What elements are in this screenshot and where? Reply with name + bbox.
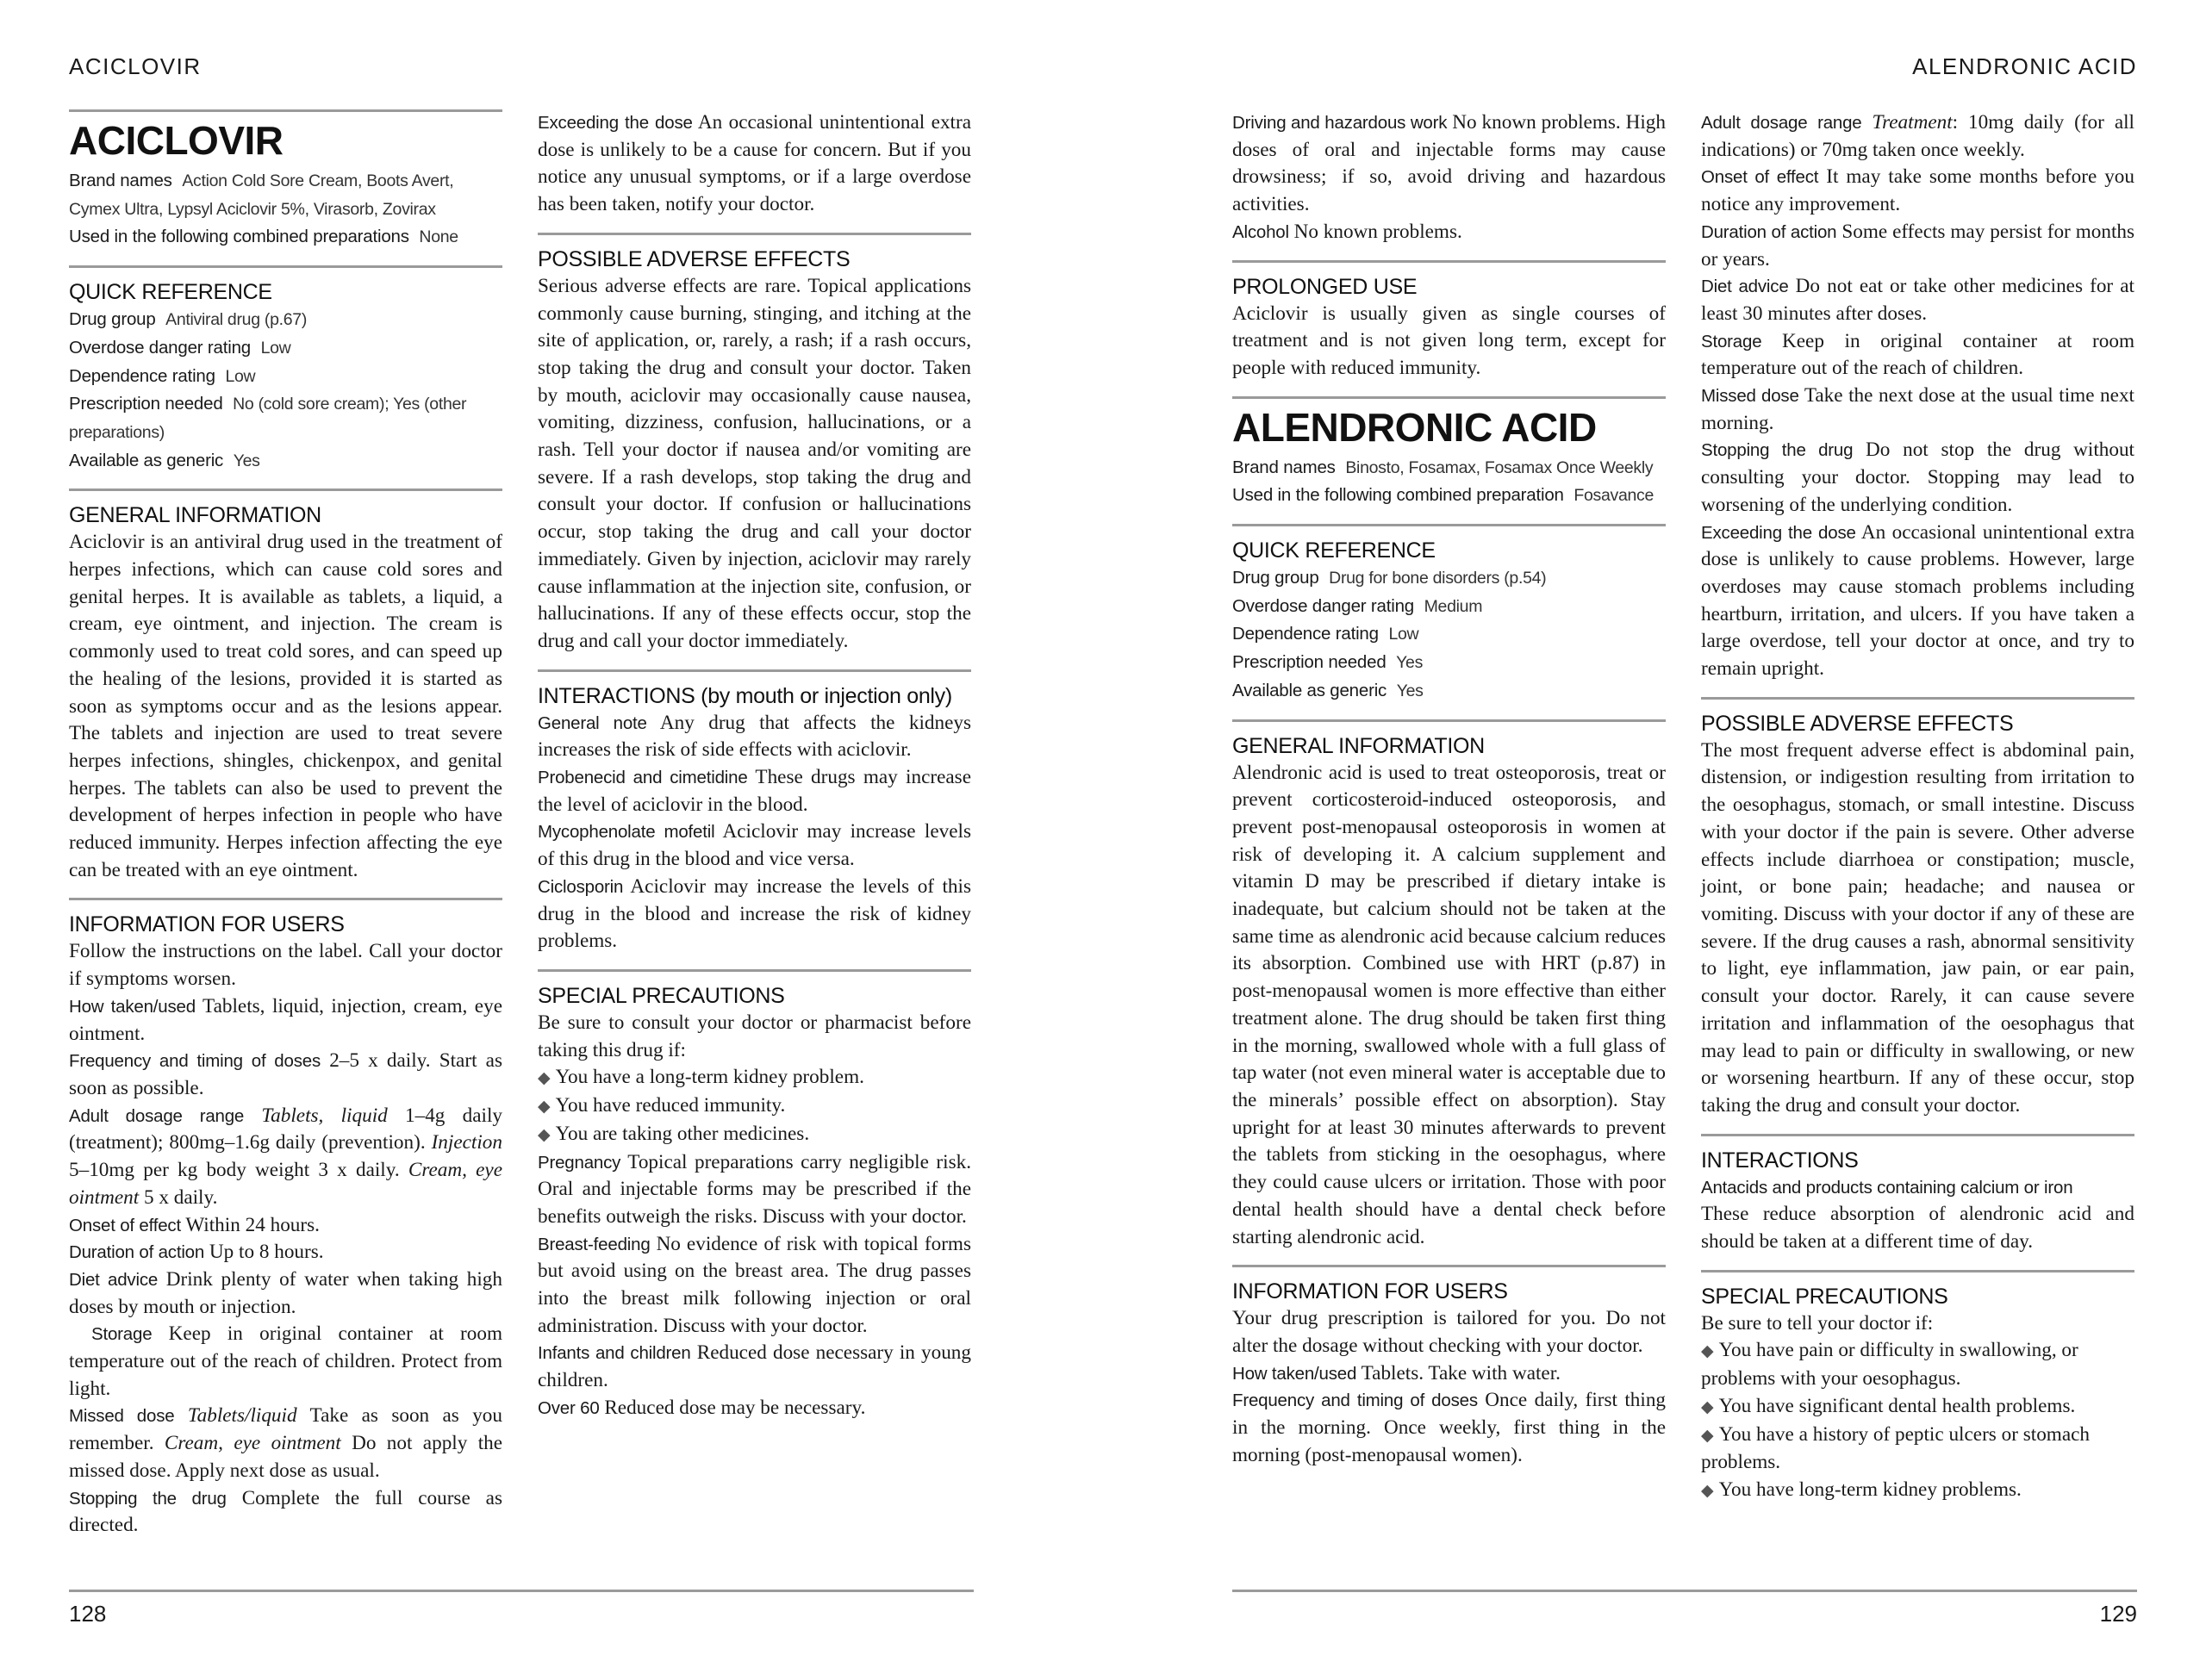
brand-block: Brand names Binosto, Fosamax, Fosamax Once Weekly Used in the following combined preparation Fosavance — [1232, 457, 1654, 506]
right-page — [1103, 0, 2206, 1680]
quick-reference: QUICK REFERENCE Drug group Antiviral drug (p.67) Overdose danger rating Low Dependence rating Low Prescription needed No (cold sore cream); Yes (other preparations) Available as generic Yes — [69, 265, 502, 475]
brand-block: Brand names Action Cold Sore Cream, Boots Avert, Cymex Ultra, Lypsyl Aciclovir 5%, Virasorb, Zovirax Used in the following combined preparations None — [69, 171, 458, 247]
running-head: ACICLOVIR — [69, 53, 202, 79]
alendronic-entry — [1232, 396, 1666, 510]
column-2: Adult dosage range Treatment: 10mg daily (for all indications) or 70mg taken once weekly. Onset of effect It may take some months before you notice any improvement. Duration of action Some effects may persist for months or years. Diet advice Do not eat or take other medicines for at least 30 minutes after doses. Storage Keep in original container at room temperature out of the reach of children. Missed dose Take the next dose at the usual time next morning. Stopping the drug Do not stop the drug without consulting your doctor. Stopping may lead to worsening of the underlying condition. Exceeding the dose An occasional unintentional extra dose is unlikely to cause problems. However, large overdoses may cause stomach problems including heartburn, irritation, and ulcers. If you have taken a large overdose, tell your doctor at once, and try to remain upright. POSSIBLE ADVERSE EFFECTS The most frequent adverse effect is abdominal pain, distension, or indigestion resulting from irritation to the oesophagus, stomach, or small intestine. Discuss with your doctor if the pain is severe. Other adverse effects include diarrhoea or constipation; muscle, joint, or bone pain; headache; and nausea or vomiting. Discuss with your doctor if any of these are severe. If the drug causes a rash, abnormal sensitivity to light, eye inflammation, jaw pain, or ear pain, consult your doctor. Rarely, it can cause severe irritation and inflammation of the oesophagus that may lead to pain or difficulty in swallowing, or new or worsening heartburn. If any of these occur, stop taking the drug and consult your doctor. INTERACTIONS Antacids and products containing calcium or iron These reduce absorption of alendronic acid and should be taken at a different time of day. SPECIAL PRECAUTIONS Be sure to tell your doctor if: ◆ You have pain or difficulty in swallowing, or problems with your oesophagus. ◆ You have significant dental health problems. ◆ You have a history of peptic ulcers or stomach problems. ◆ You have long-term kidney problems. — [1701, 109, 2134, 1505]
general-information: GENERAL INFORMATION Alendronic acid is used to treat osteoporosis, treat or prevent corticosteroid-induced osteoporosis, and prevent post-menopausal osteoporosis in women at risk of developing it. A calcium supplement and vitamin D may be prescribed if dietary intake is inadequate, but calcium should not be taken at the same time as alendronic acid because calcium reduces its absorption. Combined use with HRT (p.87) in post-menopausal women is more effective than either treatment alone. The drug should be taken first thing in the morning, swallowed whole with a full glass of tap water (not even mineral water is acceptable due to the minerals’ possible effect on absorption). Stay upright for at least 30 minutes afterwards to prevent the tablets from sticking in the oesophagus, where they could cause ulcers or irritation. Those with poor dental health should have a dental check before starting alendronic acid. — [1232, 719, 1666, 1252]
column-1: Driving and hazardous work No known problems. High doses of oral and injectable forms may cause drowsiness; if so, avoid driving and hazardous activities. Alcohol No known problems. PROLONGED USE Aciclovir is usually given as single courses of treatment and is not given long term, except for people with reduced immunity. ALENDRONIC ACID Brand names Binosto, Fosamax, Fosamax Once Weekly Used in the following combined preparation Fosavance QUICK REFERENCE Drug group Drug for bone disorders (p.54) Overdose danger rating Medium Dependence rating Low Prescription needed Yes Available as generic Yes GENERAL INFORMATION Alendronic acid is used to treat osteoporosis, treat or prevent corticosteroid-induced osteoporosis, and prevent post-menopausal osteoporosis in women at risk of developing it. A calcium supplement and vitamin D may be prescribed if dietary intake is inadequate, but calcium should not be taken at the same time as alendronic acid because calcium reduces its absorption. Combined use with HRT (p.87) in post-menopausal women is more effective than either treatment alone. The drug should be taken first thing in the morning, swallowed whole with a full glass of tap water (not even mineral water is acceptable due to the minerals’ possible effect on absorption). Stay upright for at least 30 minutes afterwards to prevent the tablets from sticking in the oesophagus, where they could cause ulcers or irritation. Those with poor dental health should have a dental check before starting alendronic acid. INFORMATION FOR USERS Your drug prescription is tailored for you. Do not alter the dosage without checking with your doctor. How taken/used Tablets. Take with water. Frequency and timing of doses Once daily, first thing in the morning. Once weekly, first thing in the morning (post-menopausal women). — [1232, 109, 1666, 1469]
section-title: QUICK REFERENCE — [69, 280, 272, 305]
section-title: POSSIBLE ADVERSE EFFECTS — [538, 246, 851, 271]
special-precautions: SPECIAL PRECAUTIONS Be sure to tell your doctor if: ◆ You have pain or difficulty in swallowing, or problems with your oesophagus. ◆ You have significant dental health problems. ◆ You have a history of peptic ulcers or stomach problems. ◆ You have long-term kidney problems. — [1701, 1270, 2134, 1505]
general-information — [69, 488, 502, 884]
diamond-bullet-icon: ◆ — [1701, 1481, 1714, 1500]
section-title: SPECIAL PRECAUTIONS — [538, 983, 785, 1008]
drug-title: ALENDRONIC ACID — [1232, 396, 1666, 452]
list-item: ◆ You have a long-term kidney problem. — [538, 1066, 864, 1089]
drug-title: ACICLOVIR — [69, 109, 502, 165]
list-item: ◆ You have long-term kidney problems. — [1701, 1478, 2022, 1501]
possible-adverse-effects: POSSIBLE ADVERSE EFFECTS The most frequent adverse effect is abdominal pain, distension, or indigestion resulting from irritation to the oesophagus, stomach, or small intestine. Discuss with your doctor if the pain is severe. Other adverse effects include diarrhoea or constipation; muscle, joint, or bone pain; headache; and nausea or vomiting. Discuss with your doctor if any of these are severe. If the drug causes a rash, abnormal sensitivity to light, eye inflammation, jaw pain, or ear pain, consult your doctor. Rarely, it can cause severe irritation and inflammation of the oesophagus that may lead to pain or difficulty in swallowing, or new or worsening heartburn. If any of these occur, stop taking the drug and consult your doctor. — [1701, 697, 2134, 1120]
section-title: INFORMATION FOR USERS — [1232, 1279, 1508, 1304]
interactions: INTERACTIONS (by mouth or injection only) General note Any drug that affects the kidneys increases the risk of side effects with aciclovir. Probenecid and cimetidine These drugs may increase the level of aciclovir in the blood. Mycophenolate mofetil Aciclovir may increase levels of this drug in the blood and vice versa. Ciclosporin Aciclovir may increase the levels of this drug in the blood and increase the risk of kidney problems. — [538, 669, 971, 955]
information-for-users: INFORMATION FOR USERS Your drug prescription is tailored for you. Do not alter the dosage without checking with your doctor. How taken/used Tablets. Take with water. Frequency and timing of doses Once daily, first thing in the morning. Once weekly, first thing in the morning (post-menopausal women). — [1232, 1265, 1666, 1469]
column-2 — [538, 109, 971, 1422]
diamond-bullet-icon: ◆ — [538, 1098, 551, 1117]
section-title: SPECIAL PRECAUTIONS — [1701, 1284, 1948, 1309]
page-number: 128 — [69, 1601, 107, 1627]
list-item: ◆ You are taking other medicines. — [538, 1122, 810, 1145]
section-title: GENERAL INFORMATION — [1232, 733, 1485, 758]
body-text: Aciclovir is an antiviral drug used in the treatment of herpes infections, which can cause cold sores and genital herpes. It is available as tablets, a liquid, a cream, eye ointment, and injection. The cream is commonly used to treat cold sores, and can speed up the healing of the lesions, provided it is started as soon as symptoms occur and as the lesions appear. The tablets and injection are used to treat severe herpes infections, shingles, chickenpox, and genital herpes. The tablets can also be used to prevent the development of herpes infection in people who have reduced immunity. Herpes infection affecting the eye can be treated with an eye ointment. — [69, 531, 502, 881]
diamond-bullet-icon: ◆ — [538, 1125, 551, 1144]
section-title: INFORMATION FOR USERS — [69, 912, 345, 937]
section-title: PROLONGED USE — [1232, 274, 1418, 299]
section-title: GENERAL INFORMATION — [69, 503, 321, 528]
diamond-bullet-icon: ◆ — [1701, 1397, 1714, 1416]
diamond-bullet-icon: ◆ — [1701, 1426, 1714, 1445]
interactions: INTERACTIONS Antacids and products containing calcium or iron These reduce absorption of alendronic acid and should be taken at a different time of day. — [1701, 1134, 2134, 1256]
section-title: INTERACTIONS — [1701, 1148, 1859, 1173]
footer-rule — [69, 1590, 974, 1592]
diamond-bullet-icon: ◆ — [1701, 1342, 1714, 1361]
list-item: ◆ You have reduced immunity. — [538, 1094, 786, 1117]
list-item: ◆ You have pain or difficulty in swallowing, or problems with your oesophagus. — [1701, 1339, 2078, 1391]
footer-rule — [1232, 1590, 2137, 1592]
column-1 — [69, 109, 502, 1540]
section-title: QUICK REFERENCE — [1232, 538, 1436, 563]
section-title: POSSIBLE ADVERSE EFFECTS — [1701, 711, 2014, 736]
information-for-users: INFORMATION FOR USERS Follow the instructions on the label. Call your doctor if symptoms worsen. How taken/used Tablets, liquid, injection, cream, eye ointment. Frequency and timing of doses 2–5 x daily. Start as soon as possible. Adult dosage range Tablets, liquid 1–4g daily (treatment); 800mg–1.6g daily (prevention). Injection 5–10mg per kg body weight 3 x daily. Cream, eye ointment 5 x daily. Onset of effect Within 24 hours. Duration of action Up to 8 hours. Diet advice Drink plenty of water when taking high doses by mouth or injection. Storage Keep in original container at room temperature out of the reach of children. Protect from light. Missed dose Tablets/liquid Take as soon as you remember. Cream, eye ointment Do not apply the missed dose. Apply next dose as usual. Stopping the drug Complete the full course as directed. — [69, 898, 502, 1539]
diamond-bullet-icon: ◆ — [538, 1069, 551, 1088]
section-title: INTERACTIONS (by mouth or injection only) — [538, 683, 952, 708]
exceeding-the-dose: Exceeding the dose An occasional unintentional extra dose is unlikely to be a cause for concern. But if you notice any unusual symptoms, or if a large overdose has been taken, notify your doctor. — [538, 111, 971, 216]
list-item: ◆ You have a history of peptic ulcers or stomach problems. — [1701, 1422, 2091, 1474]
page-number: 129 — [2099, 1601, 2137, 1627]
possible-adverse-effects: POSSIBLE ADVERSE EFFECTS Serious adverse effects are rare. Topical applications commonly cause burning, stinging, and itching at the site of application, or, rarely, a rash; if a rash occurs, stop taking the drug and consult your doctor. Taken by mouth, aciclovir may occasionally cause nausea, vomiting, dizziness, confusion, hallucinations, or a rash. Tell your doctor if nausea and/or vomiting are severe. If a rash develops, stop taking the drug and consult your doctor. If confusion or hallucinations occur, stop taking the drug and call your doctor immediately. Given by injection, aciclovir may rarely cause inflammation at the injection site, confusion, or hallucinations. If any of these effects occur, stop the drug and call your doctor immediately. — [538, 233, 971, 656]
prolonged-use: PROLONGED USE Aciclovir is usually given as single courses of treatment and is not given long term, except for people with reduced immunity. — [1232, 260, 1666, 383]
special-precautions: SPECIAL PRECAUTIONS Be sure to consult your doctor or pharmacist before taking this drug if: ◆ You have a long-term kidney problem. ◆ You have reduced immunity. ◆ You are taking other medicines. Pregnancy Topical preparations carry negligible risk. Oral and injectable forms may be prescribed if the benefits outweigh the risks. Discuss with your doctor. Breast-feeding No evidence of risk with topical forms but avoid using on the breast area. The drug passes into the breast milk following injection or oral administration. Discuss with your doctor. Infants and children Reduced dose necessary in young children. Over 60 Reduced dose may be necessary. — [538, 969, 971, 1422]
quick-reference: QUICK REFERENCE Drug group Drug for bone disorders (p.54) Overdose danger rating Medium Dependence rating Low Prescription needed Yes Available as generic Yes — [1232, 524, 1666, 706]
list-item: ◆ You have significant dental health problems. — [1701, 1394, 2076, 1417]
running-head: ALENDRONIC ACID — [1912, 53, 2137, 79]
